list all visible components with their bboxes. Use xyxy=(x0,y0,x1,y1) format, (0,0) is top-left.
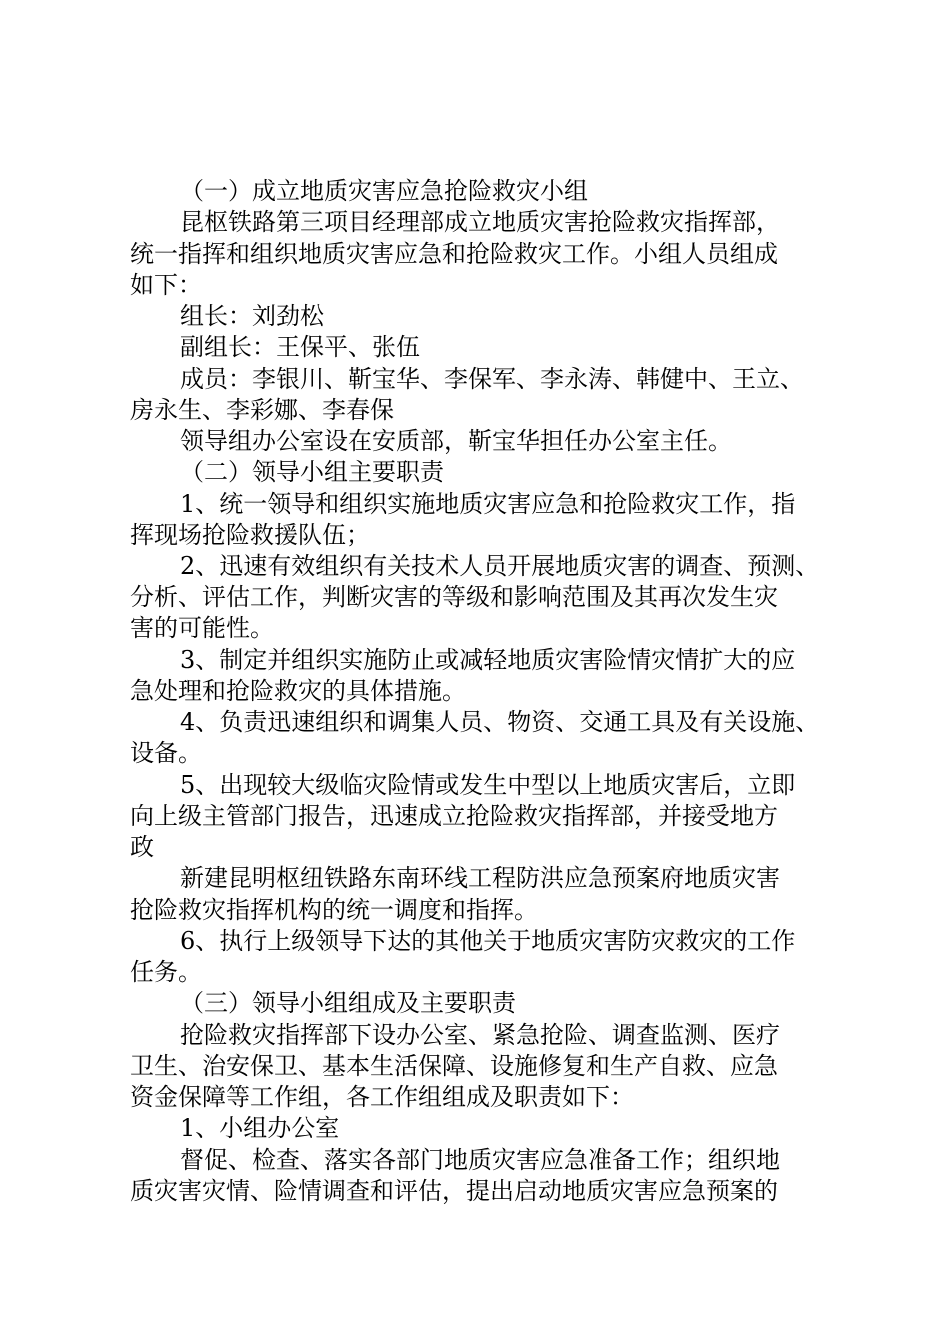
duty-item-5: 抢险救灾指挥机构的统一调度和指挥。 xyxy=(130,896,538,924)
members-line: 成员：李银川、靳宝华、李保军、李永涛、韩健中、王立、 xyxy=(180,365,804,393)
paragraph-line: 如下： xyxy=(130,271,202,299)
paragraph-line: 卫生、治安保卫、基本生活保障、设施修复和生产自救、应急 xyxy=(130,1052,778,1080)
duty-item-5: 新建昆明枢纽铁路东南环线工程防洪应急预案府地质灾害 xyxy=(180,864,780,892)
group-leader-line: 组长：刘劲松 xyxy=(180,302,324,330)
paragraph-line: 抢险救灾指挥部下设办公室、紧急抢险、调查监测、医疗 xyxy=(180,1021,780,1049)
paragraph-line: 督促、检查、落实各部门地质灾害应急准备工作；组织地 xyxy=(180,1146,780,1174)
paragraph-line: 质灾害灾情、险情调查和评估，提出启动地质灾害应急预案的 xyxy=(130,1177,778,1205)
members-line: 房永生、李彩娜、李春保 xyxy=(130,396,394,424)
paragraph-line: 领导组办公室设在安质部，靳宝华担任办公室主任。 xyxy=(180,427,732,455)
duty-item-5: 政 xyxy=(130,833,154,861)
duty-item-1: 挥现场抢险救援队伍； xyxy=(130,521,370,549)
duty-item-6: 任务。 xyxy=(130,958,202,986)
duty-item-6: 6、执行上级领导下达的其他关于地质灾害防灾救灾的工作 xyxy=(180,927,796,955)
paragraph-line: 统一指挥和组织地质灾害应急和抢险救灾工作。小组人员组成 xyxy=(130,240,778,268)
section-heading-3: （三）领导小组组成及主要职责 xyxy=(180,989,516,1017)
duty-item-5: 向上级主管部门报告，迅速成立抢险救灾指挥部，并接受地方 xyxy=(130,802,778,830)
duty-item-4: 4、负责迅速组织和调集人员、物资、交通工具及有关设施、 xyxy=(180,708,820,736)
duty-item-3: 3、制定并组织实施防止或减轻地质灾害险情灾情扩大的应 xyxy=(180,646,796,674)
duty-item-2: 分析、评估工作，判断灾害的等级和影响范围及其再次发生灾 xyxy=(130,583,778,611)
duty-item-5: 5、出现较大级临灾险情或发生中型以上地质灾害后，立即 xyxy=(180,771,796,799)
duty-item-4: 设备。 xyxy=(130,739,202,767)
duty-item-2: 2、迅速有效组织有关技术人员开展地质灾害的调查、预测、 xyxy=(180,552,820,580)
duty-item-3: 急处理和抢险救灾的具体措施。 xyxy=(130,677,466,705)
subsection-heading: 1、小组办公室 xyxy=(180,1114,340,1142)
deputy-leader-line: 副组长：王保平、张伍 xyxy=(180,333,420,361)
section-heading-1: （一）成立地质灾害应急抢险救灾小组 xyxy=(180,177,588,205)
section-heading-2: （二）领导小组主要职责 xyxy=(180,458,444,486)
duty-item-2: 害的可能性。 xyxy=(130,614,274,642)
paragraph-line: 资金保障等工作组，各工作组组成及职责如下： xyxy=(130,1083,634,1111)
paragraph-line: 昆枢铁路第三项目经理部成立地质灾害抢险救灾指挥部， xyxy=(180,208,780,236)
duty-item-1: 1、统一领导和组织实施地质灾害应急和抢险救灾工作，指 xyxy=(180,490,796,518)
